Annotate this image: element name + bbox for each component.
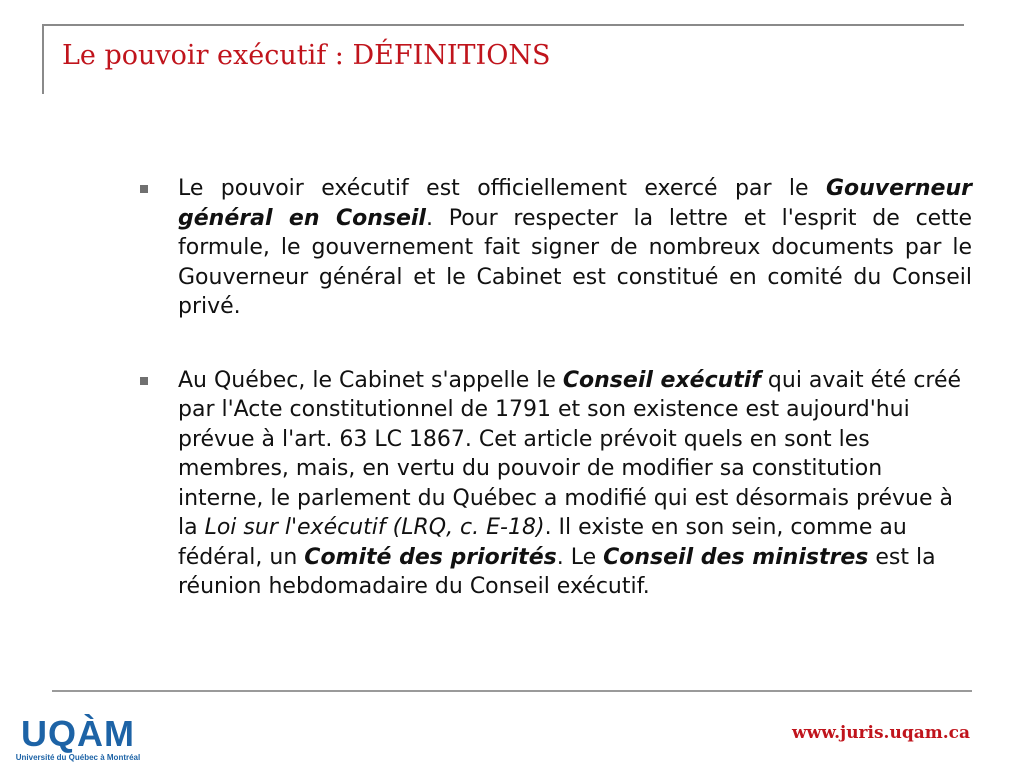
emphasis-term: Conseil des ministres	[603, 544, 869, 570]
bullet-text: qui avait été créé par l'Acte constitutionnel de 1791 et son existence est aujourd'hui prévue à l'art. 63 LC 1867. Cet article prévoit quels en sont les membres, mais, en vertu du pouvoir de modifier sa constitution interne, le parlement du Québec a modifié qui est désormais prévue à la	[178, 367, 962, 540]
bullet-text: est la réunion hebdomadaire du Conseil exécutif.	[178, 544, 936, 599]
bullet-list	[138, 174, 972, 602]
bullet-item-conseil-executif	[138, 366, 972, 602]
law-reference: Loi sur l'exécutif (LRQ, c. E-18)	[204, 515, 545, 540]
footer-rule	[52, 690, 972, 692]
logo-subtitle: Université du Québec à Montréal	[15, 753, 141, 762]
square-bullet-icon	[140, 185, 148, 193]
emphasis-term: Conseil exécutif	[562, 367, 761, 393]
logo-wordmark: UQÀM	[21, 713, 135, 754]
bullet-text: Au Québec, le Cabinet s'appelle le	[178, 367, 563, 393]
uqam-logo	[3, 713, 153, 764]
bullet-text: . Il existe en son sein, comme au fédéral, un	[178, 515, 907, 570]
bullet-item-gouverneur-general	[138, 174, 972, 322]
bullet-text: . Le	[556, 544, 604, 570]
bullet-text: Le pouvoir exécutif est officiellement exercé par le	[178, 176, 826, 201]
website-link[interactable]: www.juris.uqam.ca	[791, 723, 970, 743]
slide-title: Le pouvoir exécutif : DÉFINITIONS	[62, 40, 551, 71]
bullet-text: . Pour respecter la lettre et l'esprit de cette formule, le gouvernement fait signer de nombreux documents par le Gouverneur général et le Cabinet est constitué en comité du Conseil privé.	[178, 205, 972, 319]
square-bullet-icon	[140, 377, 148, 385]
emphasis-term: Comité des priorités	[304, 544, 557, 570]
emphasis-term: Gouverneur général en Conseil	[178, 176, 972, 231]
title-frame-left-rule	[42, 24, 44, 94]
title-frame-top-rule	[42, 24, 964, 26]
